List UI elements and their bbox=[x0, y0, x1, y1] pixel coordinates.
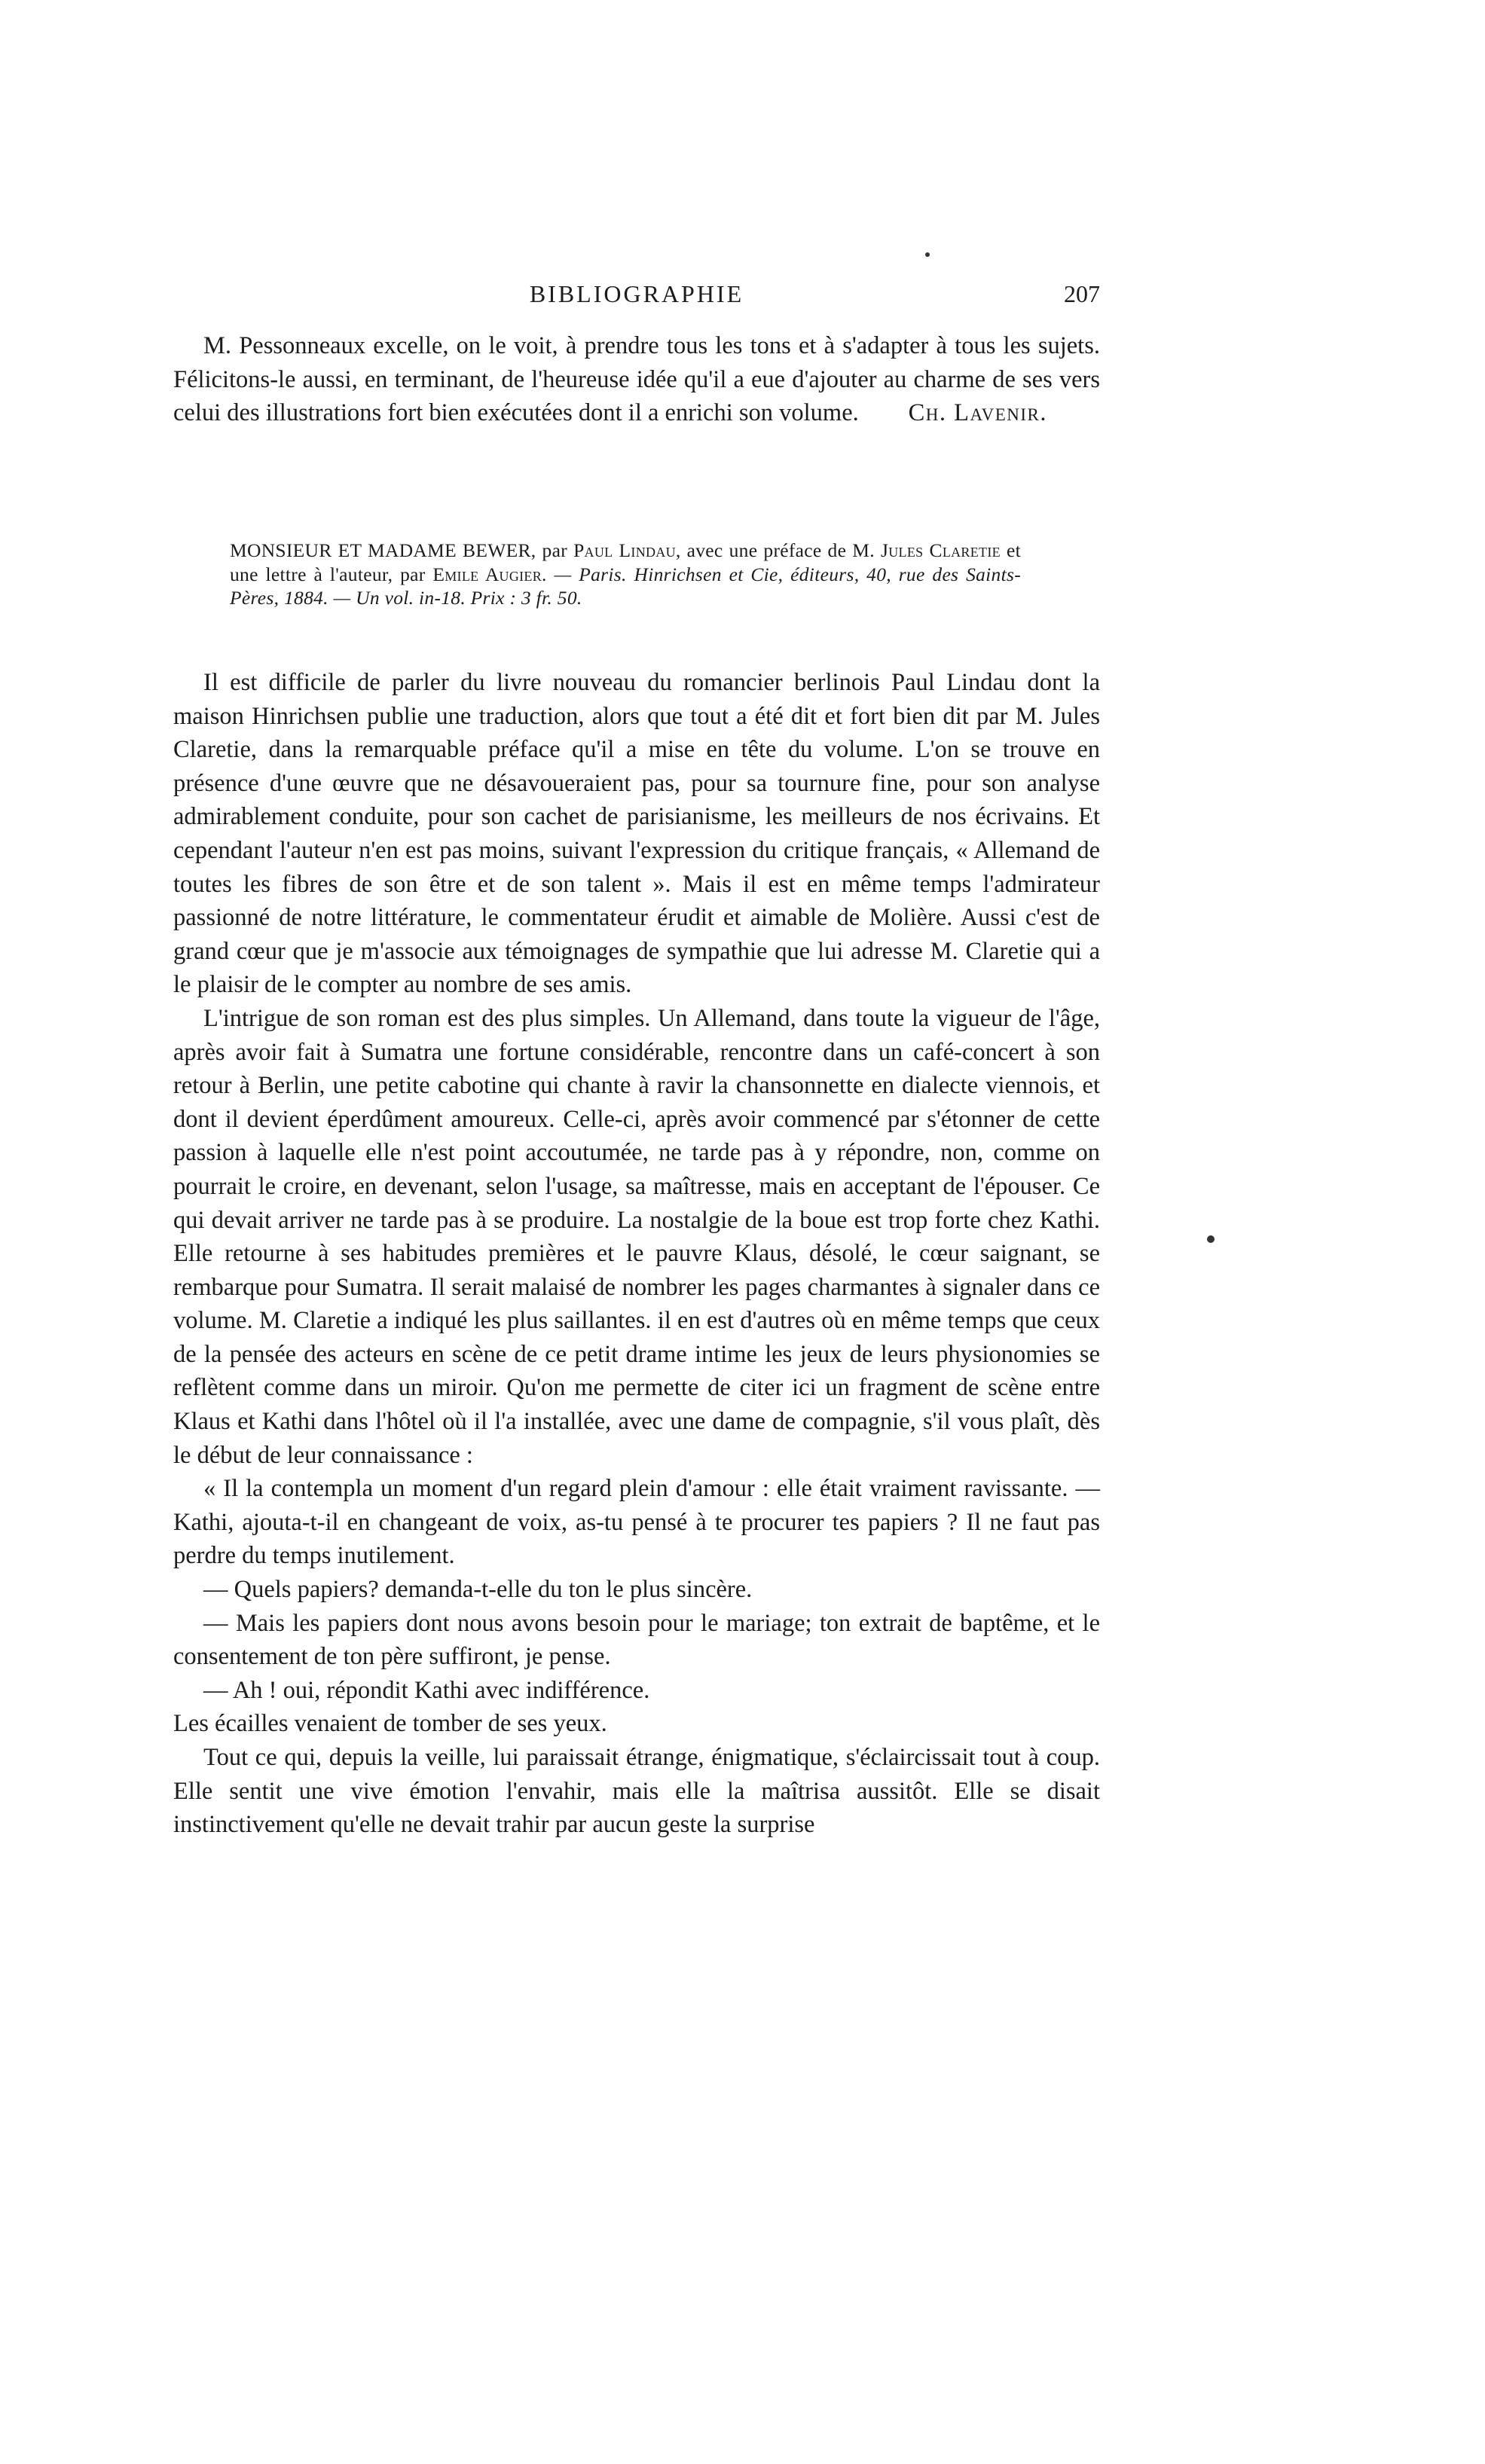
paragraph: Il est difficile de parler du livre nouveau du romancier berlinois Paul Lindau dont la maison Hinrichsen publie une traduction, alors que tout a été dit et fort bien dit par M. Jules Claretie, dans la remarquable préface qu'il a mise en tête du volume. L'on se trouve en présence d'une œuvre que ne désavoueraient pas, pour sa tournure fine, pour son analyse admirablement conduite, pour son cachet de parisianisme, les meilleurs de nos écrivains. Et cependant l'auteur n'en est pas moins, suivant l'expression du critique français, « Allemand de toutes les fibres de son être et de son talent ». Mais il est en même temps l'admirateur passionné de notre littérature, le commentateur érudit et aimable de Molière. Aussi c'est de grand cœur que je m'associe aux témoignages de sympathie que lui adresse M. Claretie qui a le plaisir de le compter au nombre de ses amis. bbox=[173, 669, 1100, 999]
preface-author: Jules Claretie bbox=[881, 539, 1001, 561]
print-speck bbox=[925, 252, 930, 257]
previous-review bbox=[173, 329, 1100, 430]
author-name: Paul Lindau, bbox=[573, 539, 681, 561]
dialogue-line: — Quels papiers? demanda-t-elle du ton le plus sincère. bbox=[203, 1576, 753, 1604]
work-title: MONSIEUR ET MADAME BEWER, bbox=[230, 539, 536, 561]
paragraph: Les écailles venaient de tomber de ses yeux. bbox=[173, 1710, 607, 1738]
paragraph: L'intrigue de son roman est des plus simples. Un Allemand, dans toute la vigueur de l'âge, après avoir fait à Sumatra une fortune considérable, rencontre dans un café-concert à son retour à Berlin, une petite cabotine qui chante à ravir la chansonnette en dialecte viennois, et dont il devient éperdûment amoureux. Celle-ci, après avoir commencé par s'étonner de cette passion à laquelle elle n'est point accoutumée, ne tarde pas à y répondre, non, comme on pourrait le croire, en devenant, selon l'usage, sa maîtresse, mais en acceptant de l'épouser. Ce qui devait arriver ne tarde pas à se produire. La nostalgie de la boue est trop forte chez Kathi. Elle retourne à ses habitudes premières et le pauvre Klaus, désolé, le cœur saignant, se rembarque pour Sumatra. Il serait malaisé de nombrer les pages charmantes à signaler dans ce volume. M. Claretie a indiqué les plus saillantes. il en est d'autres où en même temps que ceux de la pensée des acteurs en scène de ce petit drame intime les jeux de leurs physionomies se reflètent comme dans un miroir. Qu'on me permette de citer ici un fragment de scène entre Klaus et Kathi dans l'hôtel où il l'a installée, avec une dame de compagnie, s'il vous plaît, dès le début de leur connaissance : bbox=[173, 1004, 1100, 1469]
dialogue-line: — Mais les papiers dont nous avons besoin pour le mariage; ton extrait de baptême, et le consentement de ton père suffiront, je pense. bbox=[173, 1609, 1100, 1671]
quotation-paragraph: « Il la contempla un moment d'un regard plein d'amour : elle était vraiment ravissante. — Kathi, ajouta-t-il en changeant de voix, as-tu pensé à te procurer tes papiers ? Il ne faut pas perdre du temps inutilement. bbox=[173, 1475, 1100, 1570]
running-head bbox=[173, 280, 1100, 318]
dialogue-line: — Ah ! oui, répondit Kathi avec indifférence. bbox=[203, 1676, 650, 1704]
letter-author: Emile Augier. bbox=[432, 563, 547, 585]
reviewer-signature: Ch. Lavenir. bbox=[908, 399, 1047, 427]
review-body bbox=[173, 666, 1100, 1842]
publisher-info: — Paris. Hinrichsen et Cie, éditeurs, 40, rue des Saints-Pères, 1884. — Un vol. in-18. Prix : 3 fr. 50. bbox=[230, 563, 1022, 609]
previous-review-paragraph: M. Pessonneaux excelle, on le voit, à prendre tous les tons et à s'adapter à tous les sujets. Félicitons-le aussi, en terminant, de l'heureuse idée qu'il a eue d'ajouter au charme de ses vers celui des illustrations fort bien exécutées dont il a enrichi son volume. Ch. Lavenir. bbox=[173, 329, 1100, 430]
print-speck bbox=[1207, 1235, 1215, 1243]
running-title: BIBLIOGRAPHIE bbox=[529, 280, 744, 307]
bibliographic-entry: MONSIEUR ET MADAME BEWER, par Paul Lindau, avec une préface de M. Jules Claretie et une lettre à l'auteur, par Emile Augier. — Paris. Hinrichsen et Cie, éditeurs, 40, rue des Saints-Pères, 1884. — Un vol. in-18. Prix : 3 fr. 50. bbox=[230, 539, 1022, 609]
paragraph: Tout ce qui, depuis la veille, lui paraissait étrange, énigmatique, s'éclaircissait tout à coup. Elle sentit une vive émotion l'envahir, mais elle la maîtrisa aussitôt. Elle se disait instinctivement qu'elle ne devait trahir par aucun geste la surprise bbox=[173, 1744, 1100, 1839]
page-number: 207 bbox=[1064, 280, 1100, 307]
